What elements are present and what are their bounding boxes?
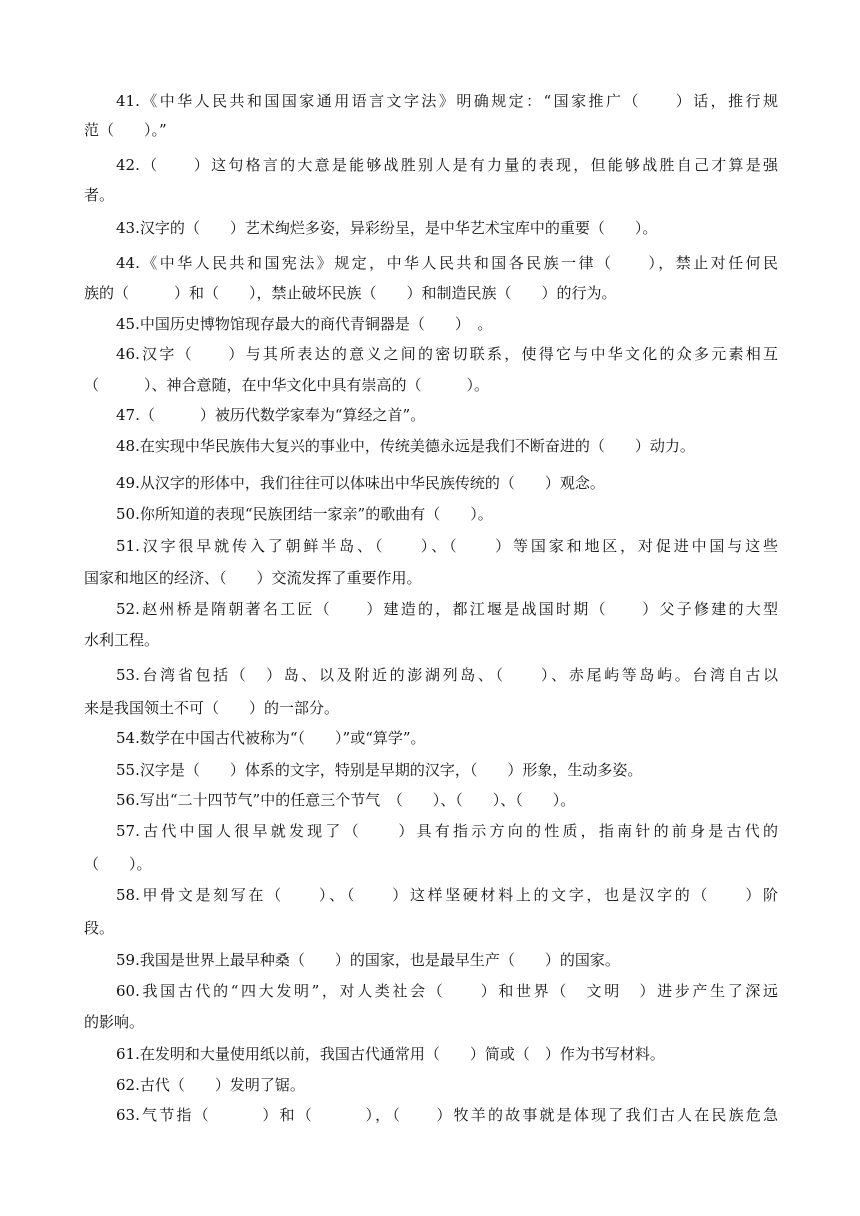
question-item: 62.古代（ ）发明了锯。 — [116, 1076, 305, 1094]
question-item: 44.《中华人民共和国宪法》规定，中华人民共和国各民族一律（ ），禁止对任何民 — [116, 254, 778, 272]
question-item: 49.从汉字的形体中，我们往往可以体味出中华民族传统的（ ）观念。 — [116, 474, 605, 492]
question-continuation: （ ）、神合意随，在中华文化中具有崇高的（ ）。 — [84, 376, 490, 394]
question-continuation: 段。 — [84, 919, 115, 937]
question-continuation: 国家和地区的经济、（ ）交流发挥了重要作用。 — [84, 569, 422, 587]
question-item: 59.我国是世界上最早种桑（ ）的国家，也是最早生产（ ）的国家。 — [116, 951, 620, 969]
question-item: 53.台湾省包括（ ）岛、以及附近的澎湖列岛、（ ）、赤尾屿等岛屿。台湾自古以 — [116, 666, 778, 684]
question-continuation: 者。 — [84, 186, 115, 204]
question-item: 43.汉字的（ ）艺术绚烂多姿，异彩纷呈，是中华艺术宝库中的重要（ ）。 — [116, 219, 658, 237]
question-item: 55.汉字是（ ）体系的文字，特别是早期的汉字，（ ）形象，生动多姿。 — [116, 761, 643, 779]
question-continuation: 的影响。 — [84, 1013, 145, 1031]
question-continuation: 水利工程。 — [84, 631, 160, 649]
question-item: 50.你所知道的表现“民族团结一家亲”的歌曲有（ ）。 — [116, 505, 493, 523]
question-item: 56.写出“二十四节气”中的任意三个节气 （ ）、（ ）、（ ）。 — [116, 791, 576, 809]
question-item: 60.我国古代的“四大发明”，对人类社会（ ）和世界（ 文明 ）进步产生了深远 — [116, 982, 778, 1000]
question-continuation: 来是我国领土不可（ ）的一部分。 — [84, 699, 340, 717]
question-item: 45.中国历史博物馆现存最大的商代青铜器是（ ） 。 — [116, 315, 493, 333]
question-item: 63.气节指（ ）和（ ），（ ）牧羊的故事就是体现了我们古人在民族危急 — [116, 1106, 778, 1124]
question-item: 57.古代中国人很早就发现了（ ）具有指示方向的性质，指南针的前身是古代的 — [116, 822, 778, 840]
question-continuation: （ ）。 — [84, 855, 152, 873]
question-continuation: 族的（ ）和（ ），禁止破坏民族（ ）和制造民族（ ）的行为。 — [84, 284, 617, 302]
question-item: 61.在发明和大量使用纸以前，我国古代通常用（ ）简或（ ）作为书写材料。 — [116, 1045, 665, 1063]
question-continuation: 范（ ）。” — [84, 121, 167, 139]
question-item: 51.汉字很早就传入了朝鲜半岛、（ ）、（ ）等国家和地区，对促进中国与这些 — [116, 537, 778, 555]
question-item: 41.《中华人民共和国国家通用语言文字法》明确规定：“国家推广（ ）话，推行规 — [116, 92, 778, 110]
question-item: 52.赵州桥是隋朝著名工匠（ ）建造的，都江堰是战国时期（ ）父子修建的大型 — [116, 600, 778, 618]
question-item: 48.在实现中华民族伟大复兴的事业中，传统美德永远是我们不断奋进的（ ）动力。 — [116, 437, 695, 455]
question-item: 47.（ ）被历代数学家奉为“算经之首”。 — [116, 406, 426, 424]
question-item: 42.（ ）这句格言的大意是能够战胜别人是有力量的表现，但能够战胜自己才算是强 — [116, 156, 778, 174]
question-item: 46.汉字（ ）与其所表达的意义之间的密切联系，使得它与中华文化的众多元素相互 — [116, 345, 778, 363]
question-item: 54.数学在中国古代被称为“（ ）”或“算学”。 — [116, 729, 426, 747]
question-item: 58.甲骨文是刻写在（ ）、（ ）这样坚硬材料上的文字，也是汉字的（ ）阶 — [116, 886, 778, 904]
